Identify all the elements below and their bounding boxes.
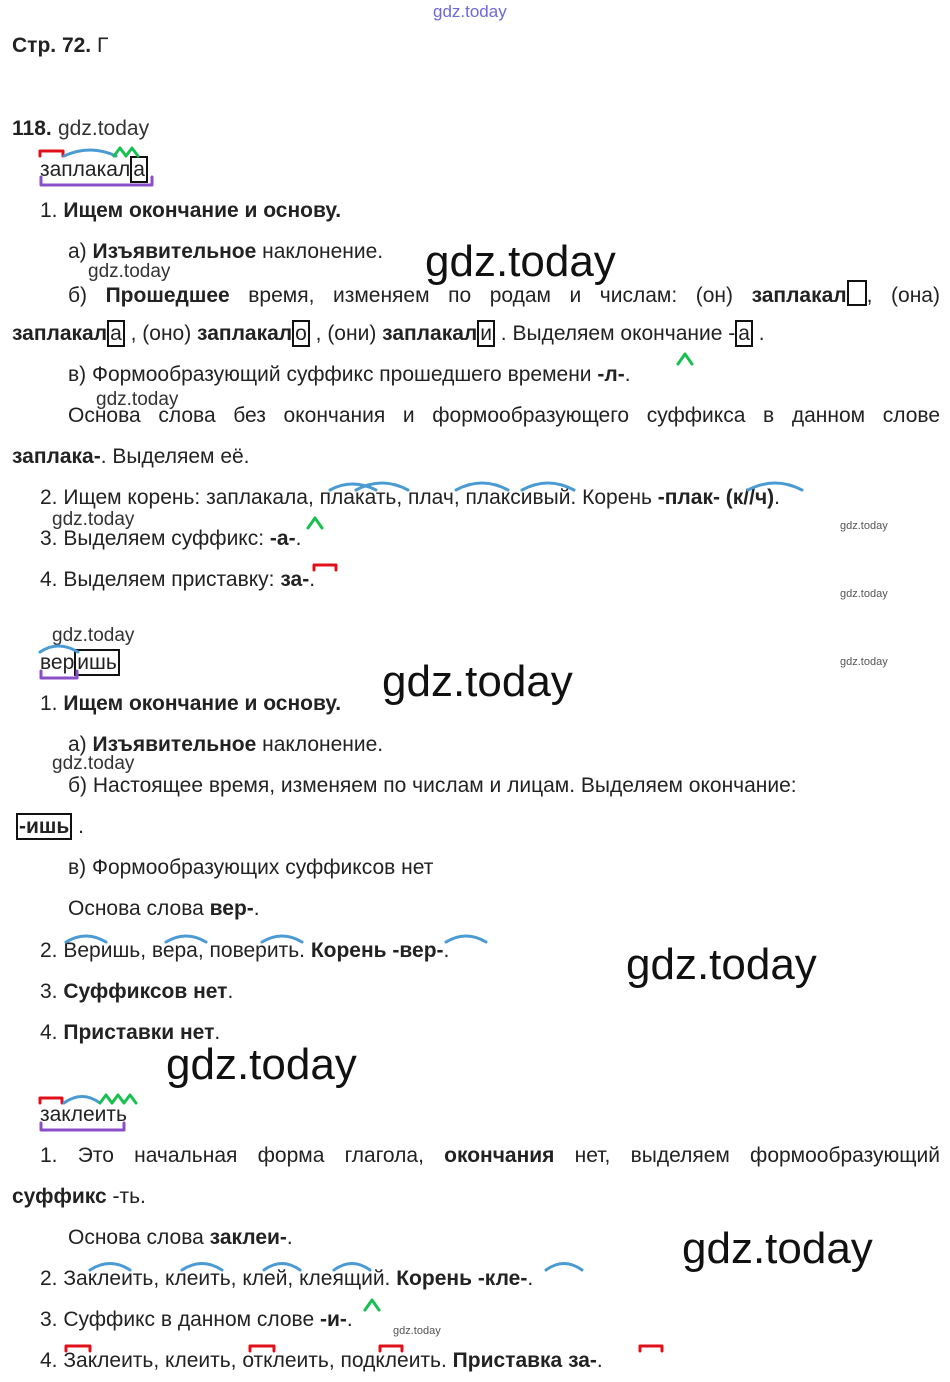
suffix-mark	[678, 354, 692, 364]
step-rest: нет, выделяем формообразующий	[554, 1144, 941, 1167]
ending-box: а	[130, 156, 148, 183]
prefix-mark	[640, 1346, 662, 1351]
watermark: gdz.today	[840, 588, 888, 600]
watermark: gdz.today	[58, 117, 150, 140]
step-3	[40, 1307, 353, 1333]
step-text: 3. Выделяем суффикс:	[40, 527, 270, 550]
step-3	[40, 526, 301, 552]
step-text: 2. Заклеить, клеить, клей, клеящий.	[40, 1267, 397, 1290]
watermark: gdz.today	[626, 940, 817, 989]
step-2	[40, 485, 780, 511]
form-they: заплакал	[382, 322, 478, 345]
item-prefix: б)	[68, 284, 106, 307]
step-text: 2. Ищем корень: заплакала, плакать, плач, плаксивый. Корень	[40, 486, 658, 509]
base-bold: вер-	[209, 897, 254, 920]
watermark: gdz.today	[425, 237, 616, 286]
item-c: в) Формообразующих суффиксов нет	[68, 856, 434, 879]
step-1	[40, 691, 341, 717]
root-arc	[446, 936, 486, 942]
item-rest: наклонение.	[256, 240, 384, 263]
cursor-glyph: Г	[96, 34, 109, 57]
item-b-cont	[12, 321, 765, 347]
word-title-zakleit: заклеить	[40, 1103, 127, 1126]
word-title-zaplakala	[40, 157, 148, 183]
step-4	[40, 567, 315, 593]
ending-box: -ишь	[16, 813, 72, 840]
base-rest: . Выделяем её.	[100, 445, 250, 468]
step-bold: окончания	[444, 1144, 555, 1167]
word-stem: заплакал	[40, 158, 131, 181]
prefix-bold: Приставка за-	[452, 1349, 597, 1372]
item-rest: время, изменяем по родам и числам: (он)	[229, 284, 752, 307]
item-prefix: в) Формообразующий суффикс прошедшего времени	[68, 363, 598, 386]
step-1	[40, 198, 341, 224]
watermark: gdz.today	[52, 625, 135, 646]
watermark: gdz.today	[393, 1325, 441, 1337]
step-text: Приставки нет	[63, 1021, 215, 1044]
item-bold: Изъявительное	[92, 240, 257, 263]
item-rest: . Выделяем окончание -	[494, 322, 736, 345]
prefix-bold: за-	[280, 568, 310, 591]
base-bold: заклеи-	[209, 1226, 287, 1249]
item-b-cont	[16, 814, 84, 840]
step-number: 3.	[40, 980, 64, 1003]
watermark: gdz.today	[96, 389, 179, 410]
punct: .	[527, 1267, 534, 1290]
watermark: gdz.today	[682, 1224, 873, 1273]
step-text: Ищем окончание и основу.	[63, 692, 342, 715]
base-line	[68, 1225, 293, 1251]
base-line-2	[12, 444, 250, 470]
word-stem: вер	[40, 651, 75, 674]
ending-box: а	[107, 320, 125, 347]
item-a	[68, 239, 383, 265]
item-c	[68, 362, 631, 388]
suffix-mark	[114, 148, 138, 156]
step-2	[40, 1266, 533, 1292]
watermark: gdz.today	[88, 261, 171, 282]
word-title-verish	[40, 650, 120, 676]
root-arc	[64, 150, 116, 156]
watermark: gdz.today	[433, 2, 507, 21]
step-4	[40, 1020, 220, 1046]
ending-box: и	[477, 320, 495, 347]
separator: , (они)	[309, 322, 383, 345]
ending-box: а	[735, 320, 753, 347]
suffix-mark	[308, 518, 322, 528]
step-rest: -ть.	[106, 1185, 146, 1208]
base-line	[68, 896, 260, 922]
watermark: gdz.today	[52, 753, 135, 774]
item-prefix: а)	[68, 240, 93, 263]
step-number: 4.	[40, 1021, 64, 1044]
step-text: 1. Это начальная форма глагола,	[40, 1144, 445, 1167]
watermark: gdz.today	[166, 1040, 357, 1089]
root-bold: Корень -вер-	[310, 939, 444, 962]
ending-box: ишь	[74, 649, 120, 676]
form-he: заплакал	[751, 284, 847, 307]
watermark: gdz.today	[52, 509, 135, 530]
base-bold: заплака-	[12, 445, 101, 468]
punct: .	[309, 568, 316, 591]
item-prefix: а)	[68, 733, 93, 756]
punct: .	[72, 815, 84, 838]
step-text: 3. Суффикс в данном слове	[40, 1308, 320, 1331]
base-pre: Основа слова	[68, 897, 210, 920]
page-header	[12, 33, 108, 59]
punct: .	[253, 897, 260, 920]
punct: .	[624, 363, 631, 386]
step-text: Суффиксов нет	[63, 980, 228, 1003]
item-bold: Изъявительное	[92, 733, 257, 756]
step-text: Ищем окончание и основу.	[63, 199, 342, 222]
punct: .	[774, 486, 780, 509]
punct: .	[295, 527, 302, 550]
suffix-bold: -а-	[269, 527, 296, 550]
form-she: заплакал	[12, 322, 108, 345]
punct: .	[286, 1226, 293, 1249]
punct: .	[752, 322, 765, 345]
item-rest: наклонение.	[256, 733, 384, 756]
step-1	[40, 1143, 940, 1169]
step-2	[40, 938, 449, 964]
punct: .	[227, 980, 234, 1003]
prefix-mark	[40, 151, 63, 156]
item-a	[68, 732, 383, 758]
root-bold: -плак- (к//ч)	[657, 486, 775, 509]
punct: .	[443, 939, 450, 962]
step-number: 1.	[40, 692, 64, 715]
base-pre: Основа слова	[68, 1226, 210, 1249]
punct: .	[596, 1349, 603, 1372]
empty-ending-box	[847, 280, 867, 306]
prefix-mark	[314, 565, 336, 570]
suffix-bold: -и-	[320, 1308, 347, 1331]
item-bold: Прошедшее	[105, 284, 230, 307]
item-rest: , (она)	[866, 284, 940, 307]
page-ref: Стр. 72.	[12, 34, 97, 57]
watermark: gdz.today	[840, 520, 888, 532]
separator: , (оно)	[124, 322, 198, 345]
exercise-number: 118.	[12, 117, 52, 140]
item-b	[68, 280, 940, 309]
step-text: 4. Заклеить, клеить, отклеить, подклеить.	[40, 1349, 453, 1372]
step-1-cont	[12, 1184, 146, 1210]
step-text: 2. Веришь, вера, поверить.	[40, 939, 311, 962]
root-bold: Корень -кле-	[396, 1267, 528, 1290]
step-number: 1.	[40, 199, 64, 222]
watermark: gdz.today	[382, 657, 573, 706]
form-it: заплакал	[197, 322, 293, 345]
step-text: 4. Выделяем приставку:	[40, 568, 281, 591]
suffix-mark	[365, 1300, 379, 1310]
step-3	[40, 979, 233, 1005]
root-arc	[546, 1264, 582, 1271]
step-4	[40, 1348, 603, 1374]
item-b: б) Настоящее время, изменяем по числам и лицам. Выделяем окончание:	[68, 774, 797, 797]
base-line-1: Основа слова без окончания и формообразующего суффикса в данном слове	[68, 404, 940, 427]
watermark: gdz.today	[840, 656, 888, 668]
step-bold: суффикс	[12, 1185, 107, 1208]
ending-box: о	[292, 320, 310, 347]
punct: .	[214, 1021, 221, 1044]
suffix-bold: -л-	[597, 363, 625, 386]
punct: .	[346, 1308, 353, 1331]
